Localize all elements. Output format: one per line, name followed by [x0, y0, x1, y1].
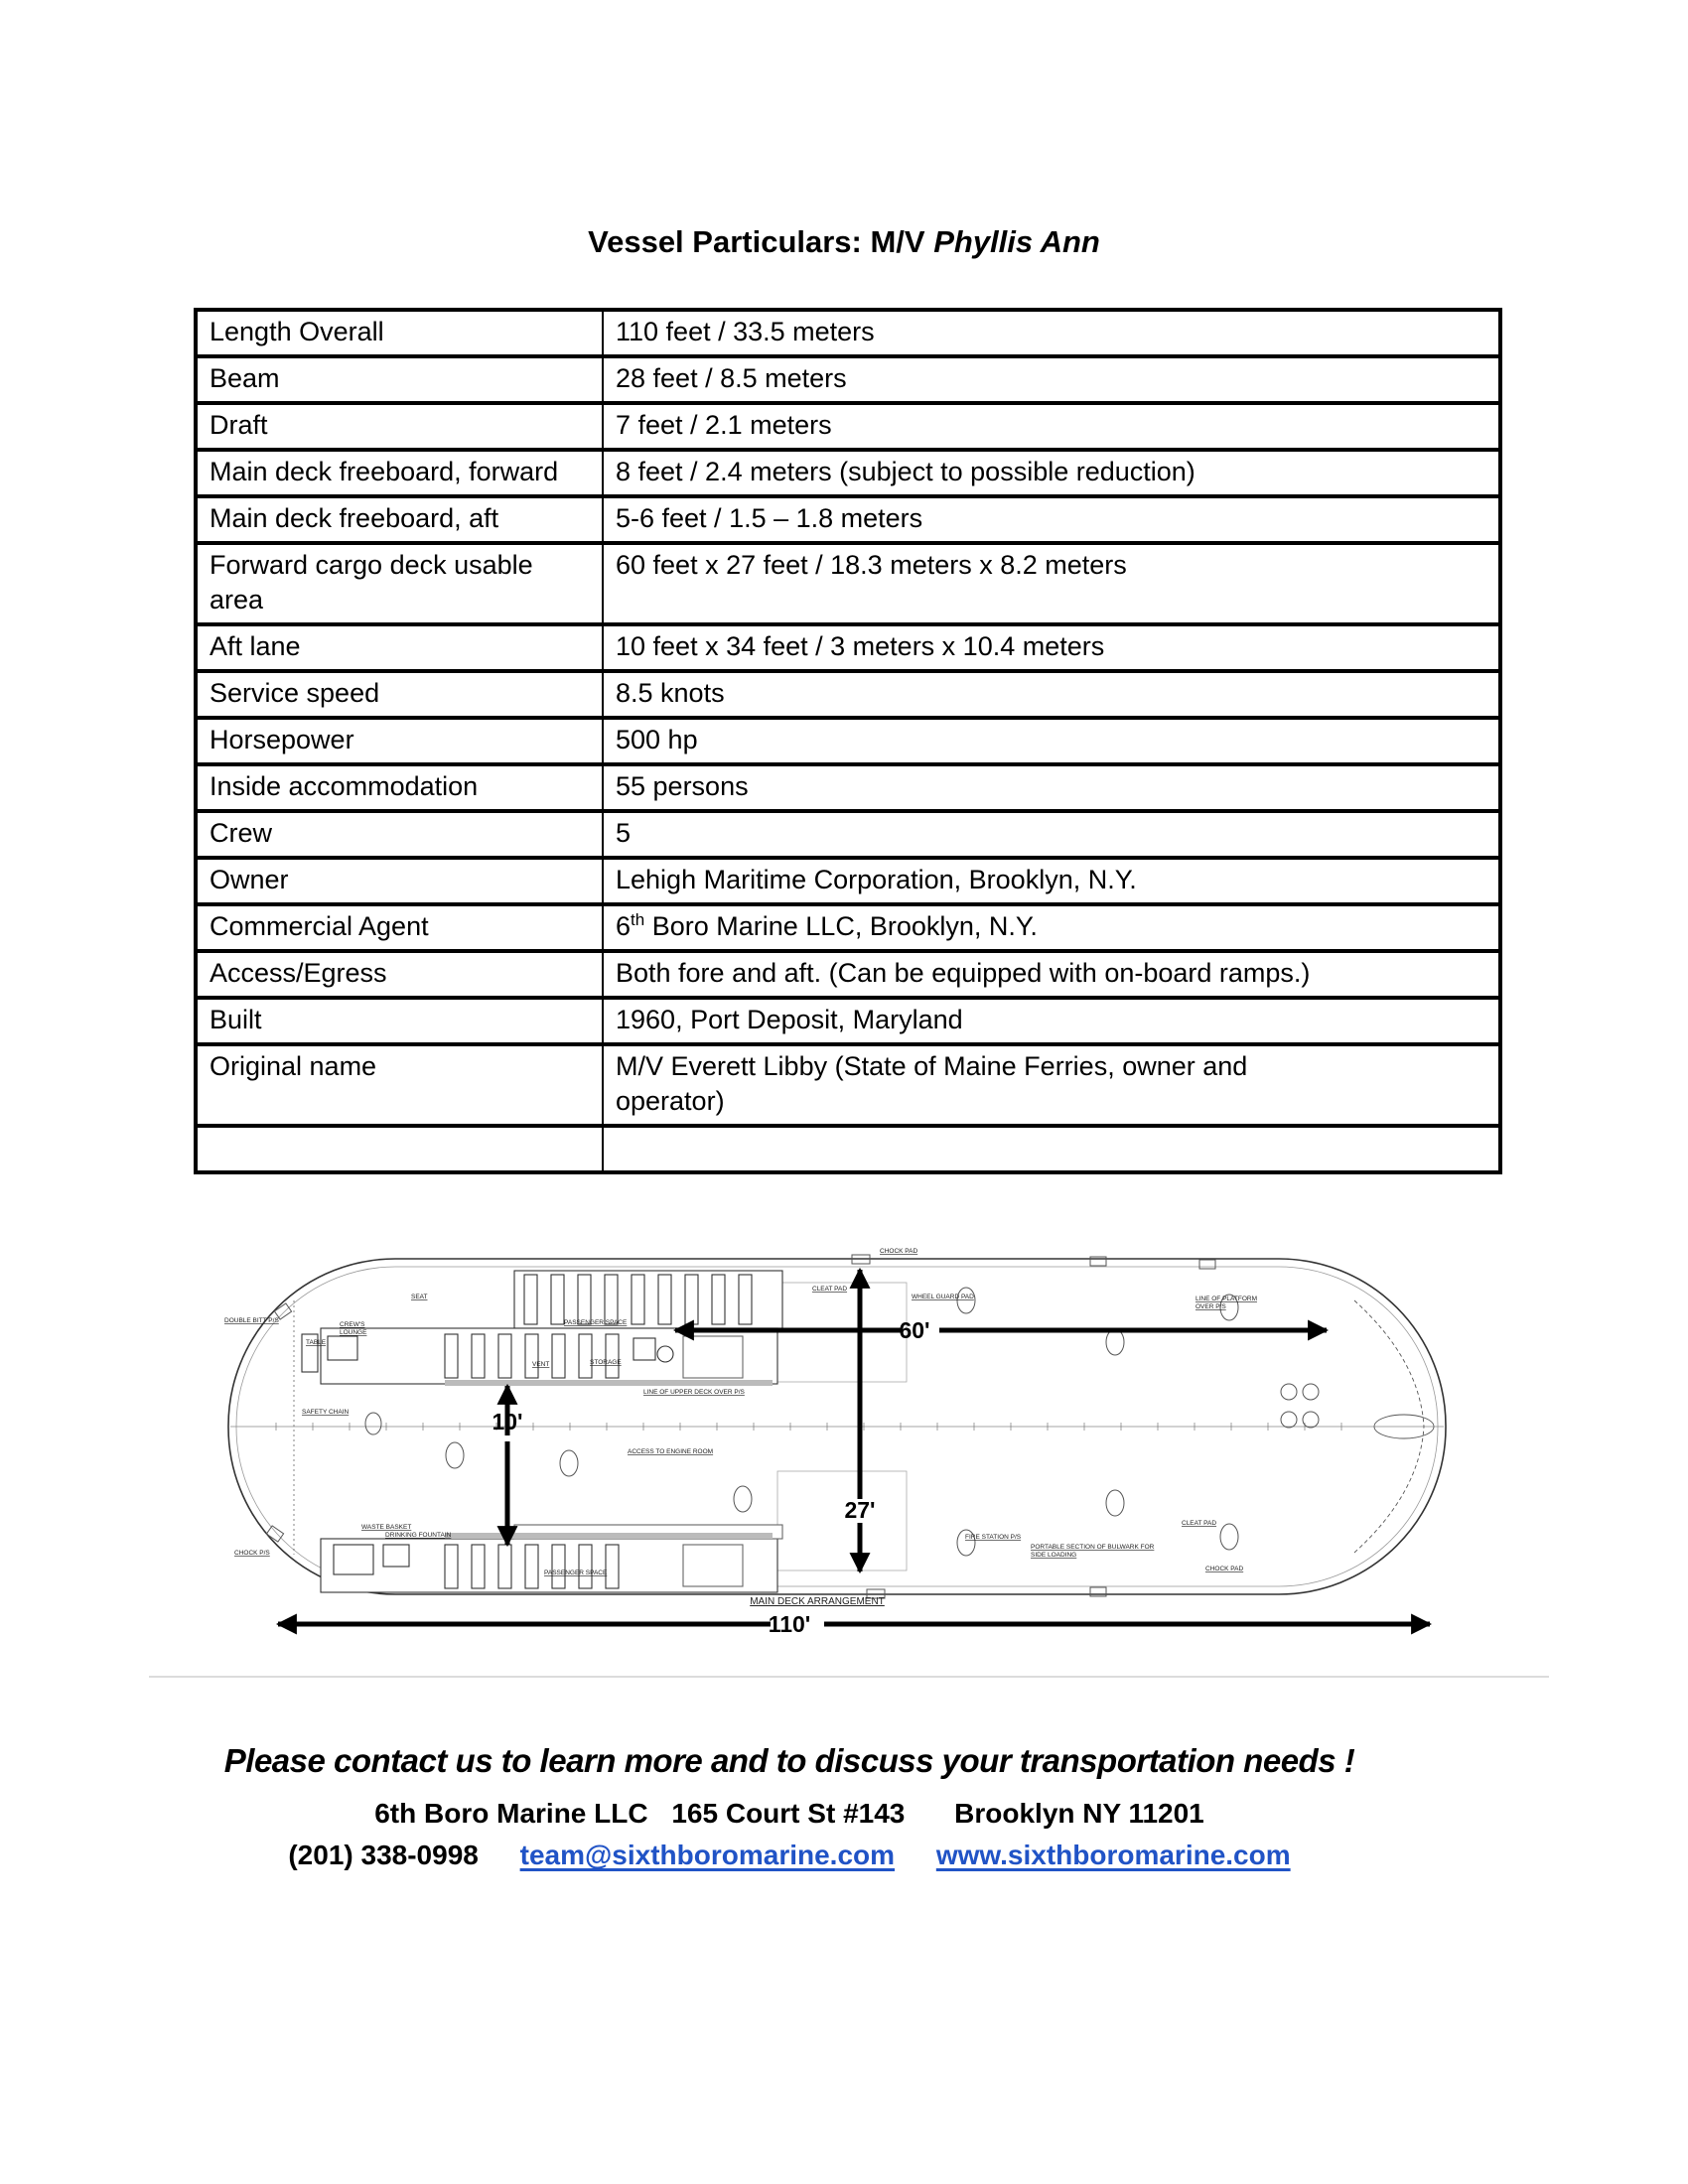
row-value: 5-6 feet / 1.5 – 1.8 meters	[603, 496, 1500, 543]
contact-tagline: Please contact us to learn more and to discuss your transportation needs !	[223, 1742, 1355, 1779]
page-title	[0, 224, 1688, 260]
dimension-label: 10'	[492, 1409, 523, 1434]
diagram-annotation: ACCESS TO ENGINE ROOM	[628, 1448, 714, 1455]
diagram-annotation: CHOCK P/S	[234, 1550, 270, 1557]
row-label: Access/Egress	[196, 951, 603, 998]
contact-line	[0, 1840, 1579, 1871]
dimension-label: 60'	[899, 1317, 930, 1343]
table-row	[196, 624, 1500, 671]
diagram-annotation: SEAT	[411, 1294, 428, 1300]
diagram-annotation: FIRE STATION P/S	[965, 1534, 1022, 1541]
diagram-annotation: CHOCK PAD	[1205, 1566, 1244, 1572]
row-label: Built	[196, 998, 603, 1044]
row-label: Commercial Agent	[196, 904, 603, 951]
scan-artifact-line	[149, 1676, 1549, 1678]
diagram-annotation: VENT	[532, 1361, 550, 1368]
deck-plan-svg	[216, 1243, 1492, 1670]
table-row	[196, 310, 1500, 356]
row-label: Forward cargo deck usable area	[196, 543, 603, 624]
table-row	[196, 998, 1500, 1044]
street-address: 165 Court St #143	[671, 1798, 906, 1829]
phone-number: (201) 338-0998	[288, 1840, 479, 1870]
diagram-annotation: SIDE LOADING	[1031, 1552, 1077, 1559]
table-row	[196, 543, 1500, 624]
footer	[0, 1742, 1579, 1871]
row-value	[603, 1126, 1500, 1172]
row-value: 28 feet / 8.5 meters	[603, 356, 1500, 403]
row-value: 6th Boro Marine LLC, Brooklyn, N.Y.	[603, 904, 1500, 951]
table-row	[196, 951, 1500, 998]
diagram-annotation: WASTE BASKET	[361, 1524, 412, 1531]
row-label	[196, 1126, 603, 1172]
diagram-annotation: STORAGE	[590, 1359, 622, 1366]
table-row	[196, 904, 1500, 951]
city-state-zip: Brooklyn NY 11201	[954, 1798, 1204, 1829]
diagram-annotation: CLEAT PAD	[1182, 1520, 1217, 1527]
table-row	[196, 496, 1500, 543]
vessel-table-body	[196, 310, 1500, 1172]
diagram-annotation: CREW'S	[340, 1321, 365, 1328]
row-value: Both fore and aft. (Can be equipped with on-board ramps.)	[603, 951, 1500, 998]
row-label: Owner	[196, 858, 603, 904]
row-label: Main deck freeboard, forward	[196, 450, 603, 496]
row-value: M/V Everett Libby (State of Maine Ferries, owner and operator)	[603, 1044, 1500, 1126]
row-value: 7 feet / 2.1 meters	[603, 403, 1500, 450]
diagram-annotation: DOUBLE BITT P/S	[224, 1317, 279, 1324]
diagram-caption: MAIN DECK ARRANGEMENT	[750, 1596, 885, 1607]
row-label: Crew	[196, 811, 603, 858]
table-row	[196, 718, 1500, 764]
title-prefix: Vessel Particulars: M/V	[588, 223, 934, 259]
address-line	[0, 1798, 1579, 1830]
deck-plan-diagram	[216, 1243, 1492, 1670]
row-value: 1960, Port Deposit, Maryland	[603, 998, 1500, 1044]
table-row	[196, 858, 1500, 904]
row-label: Aft lane	[196, 624, 603, 671]
table-row	[196, 671, 1500, 718]
row-value: 55 persons	[603, 764, 1500, 811]
row-value: 8.5 knots	[603, 671, 1500, 718]
row-value: 5	[603, 811, 1500, 858]
row-label: Horsepower	[196, 718, 603, 764]
diagram-annotation: OVER P/S	[1196, 1303, 1226, 1310]
diagram-annotation: PASSENGER SPACE	[544, 1570, 608, 1576]
row-value: 8 feet / 2.4 meters (subject to possible reduction)	[603, 450, 1500, 496]
diagram-annotation: WHEEL GUARD PAD	[912, 1294, 974, 1300]
row-value: 110 feet / 33.5 meters	[603, 310, 1500, 356]
row-value: 500 hp	[603, 718, 1500, 764]
email-link[interactable]: team@sixthboromarine.com	[519, 1840, 896, 1870]
vessel-particulars-section	[194, 308, 1502, 1174]
table-row	[196, 356, 1500, 403]
diagram-annotation: LINE OF UPPER DECK OVER P/S	[643, 1389, 745, 1396]
dimension-label: 110'	[768, 1611, 811, 1637]
row-value: 10 feet x 34 feet / 3 meters x 10.4 meters	[603, 624, 1500, 671]
dimension-label: 27'	[844, 1497, 876, 1523]
table-row	[196, 1044, 1500, 1126]
row-label: Length Overall	[196, 310, 603, 356]
diagram-annotation: PASSENGER SPACE	[564, 1319, 628, 1326]
row-label: Original name	[196, 1044, 603, 1126]
table-row	[196, 403, 1500, 450]
diagram-annotation: LINE OF PLATFORM	[1196, 1296, 1257, 1302]
diagram-annotation: LOUNGE	[340, 1329, 367, 1336]
diagram-annotation: SAFETY CHAIN	[302, 1409, 350, 1416]
diagram-annotation: CHOCK PAD	[880, 1248, 918, 1255]
website-link[interactable]: www.sixthboromarine.com	[935, 1840, 1291, 1870]
diagram-annotation: TABLE	[306, 1339, 327, 1346]
company-name: 6th Boro Marine LLC	[374, 1798, 648, 1829]
diagram-annotation: PORTABLE SECTION OF BULWARK FOR	[1031, 1544, 1155, 1551]
row-label: Beam	[196, 356, 603, 403]
vessel-name: Phyllis Ann	[933, 223, 1100, 259]
vessel-particulars-table	[194, 308, 1502, 1174]
table-row	[196, 811, 1500, 858]
diagram-annotation: CLEAT PAD	[812, 1286, 848, 1293]
row-label: Draft	[196, 403, 603, 450]
row-label: Main deck freeboard, aft	[196, 496, 603, 543]
table-row	[196, 1126, 1500, 1172]
table-row	[196, 450, 1500, 496]
row-label: Inside accommodation	[196, 764, 603, 811]
row-value: 60 feet x 27 feet / 18.3 meters x 8.2 meters	[603, 543, 1500, 624]
row-label: Service speed	[196, 671, 603, 718]
table-row	[196, 764, 1500, 811]
row-value: Lehigh Maritime Corporation, Brooklyn, N.Y.	[603, 858, 1500, 904]
diagram-annotation: DRINKING FOUNTAIN	[385, 1532, 452, 1539]
